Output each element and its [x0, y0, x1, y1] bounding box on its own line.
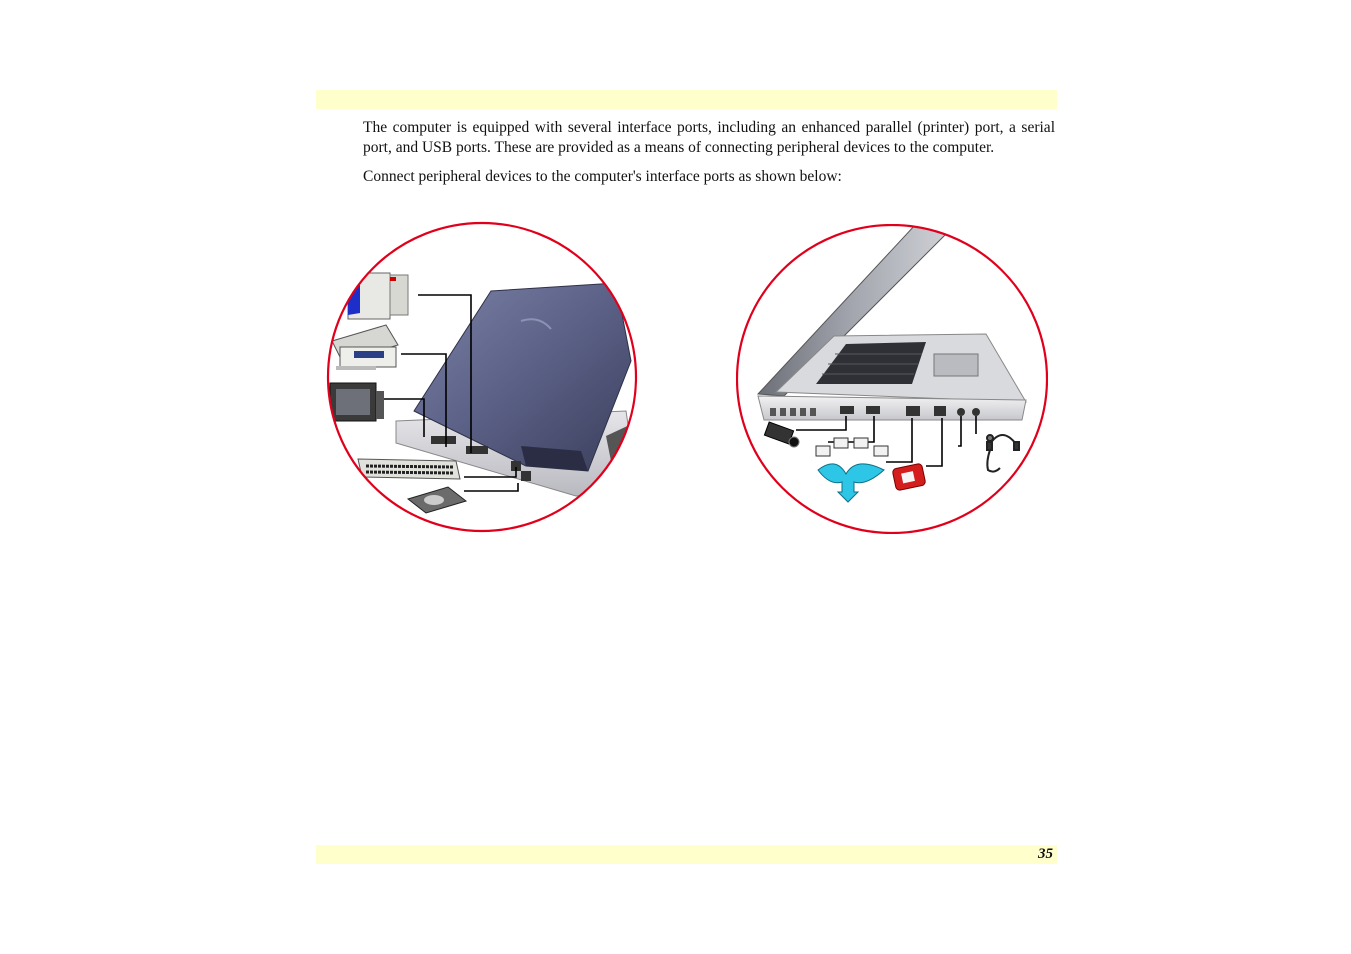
camcorder-icon: [764, 422, 799, 447]
page-number: 35: [1038, 846, 1053, 862]
disk-drive-icon: [408, 487, 466, 513]
telephone-icon: [892, 463, 926, 491]
tv-icon: [330, 383, 384, 421]
usb-hub-icon: [816, 438, 888, 502]
monitor-icon: [348, 273, 408, 319]
header-band: [316, 90, 1057, 109]
instruction-paragraph: Connect peripheral devices to the computer's interface ports as shown below:: [363, 168, 842, 185]
page-content: [363, 118, 1055, 187]
side-ports-illustration: [736, 224, 1048, 534]
headset-icon: [987, 435, 1019, 472]
side-ports-figure: [736, 224, 1048, 534]
keyboard-icon: [358, 459, 460, 479]
printer-icon: [332, 325, 398, 370]
intro-paragraph: The computer is equipped with several interface ports, including an enhanced parallel (printer) port, a serial port, and USB ports. These are provided as a means of connecting peripheral devices to the computer.: [363, 119, 1055, 156]
footer-band: [316, 845, 1057, 864]
rear-ports-figure: [326, 221, 638, 533]
rear-ports-illustration: [326, 221, 638, 533]
